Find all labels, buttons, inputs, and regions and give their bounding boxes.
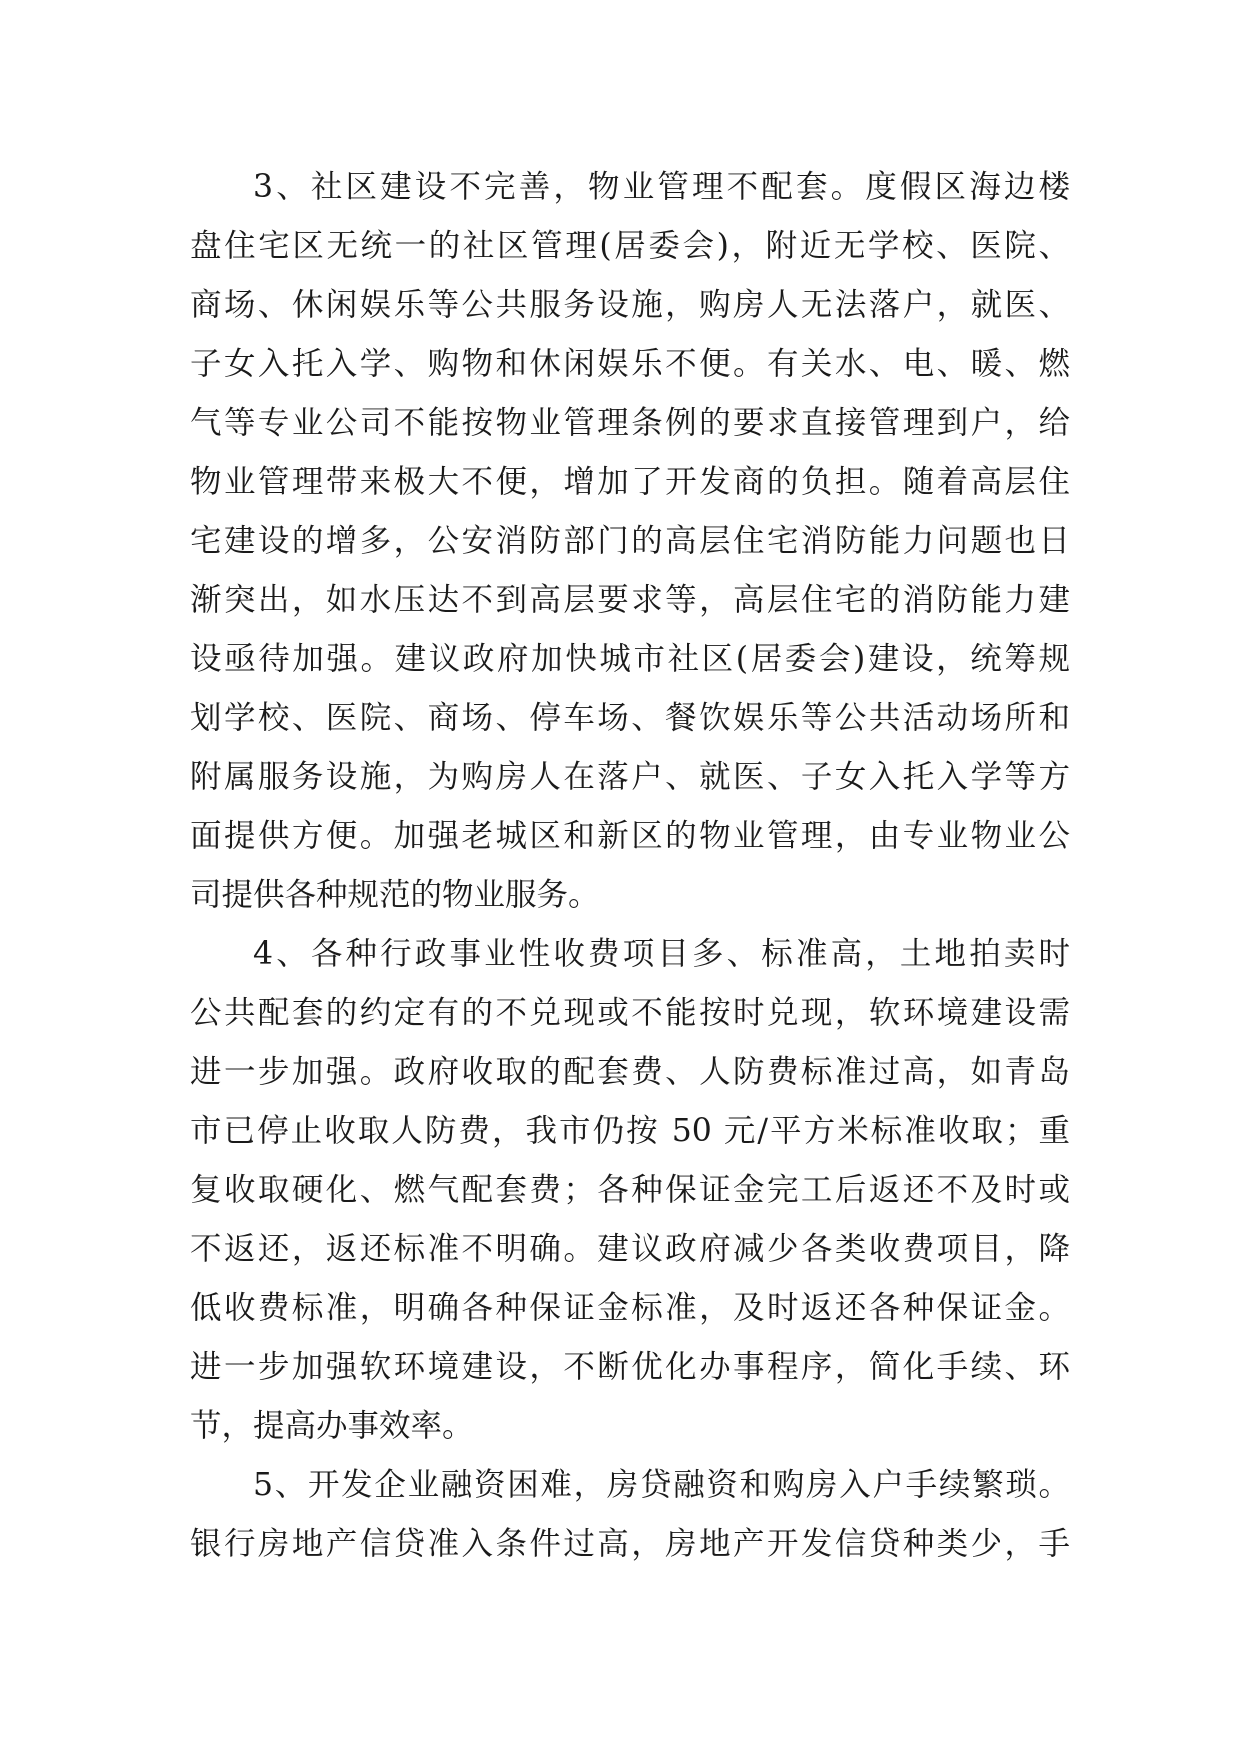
paragraph-line: 划学校、医院、商场、停车场、餐饮娱乐等公共活动场所和 — [190, 700, 1070, 736]
paragraph-line: 5、开发企业融资困难，房贷融资和购房入户手续繁琐。 — [253, 1467, 1070, 1503]
paragraph-line: 不返还，返还标准不明确。建议政府减少各类收费项目，降 — [190, 1231, 1070, 1267]
paragraph-line: 气等专业公司不能按物业管理条例的要求直接管理到户，给 — [190, 405, 1070, 441]
paragraph-line: 渐突出，如水压达不到高层要求等，高层住宅的消防能力建 — [190, 582, 1070, 618]
paragraph-line: 商场、休闲娱乐等公共服务设施，购房人无法落户，就医、 — [190, 287, 1070, 323]
paragraph-5 — [190, 1456, 1070, 1574]
paragraph-line: 节，提高办事效率。 — [190, 1408, 474, 1444]
paragraph-line: 进一步加强。政府收取的配套费、人防费标准过高，如青岛 — [190, 1054, 1070, 1090]
paragraph-line: 银行房地产信贷准入条件过高，房地产开发信贷种类少，手 — [190, 1526, 1070, 1562]
paragraph-line: 设亟待加强。建议政府加快城市社区(居委会)建设，统筹规 — [190, 641, 1070, 677]
paragraph-line: 市已停止收取人防费，我市仍按 50 元/平方米标准收取；重 — [190, 1113, 1070, 1149]
paragraph-3 — [190, 158, 1070, 925]
paragraph-line: 盘住宅区无统一的社区管理(居委会)，附近无学校、医院、 — [190, 228, 1070, 264]
paragraph-line: 3、社区建设不完善，物业管理不配套。度假区海边楼 — [253, 169, 1070, 205]
paragraph-line: 附属服务设施，为购房人在落户、就医、子女入托入学等方 — [190, 759, 1070, 795]
paragraph-line: 司提供各种规范的物业服务。 — [190, 877, 600, 913]
paragraph-line: 低收费标准，明确各种保证金标准，及时返还各种保证金。 — [190, 1290, 1070, 1326]
paragraph-line: 面提供方便。加强老城区和新区的物业管理，由专业物业公 — [190, 818, 1070, 854]
paragraph-4 — [190, 925, 1070, 1456]
paragraph-line: 复收取硬化、燃气配套费；各种保证金完工后返还不及时或 — [190, 1172, 1070, 1208]
paragraph-line: 物业管理带来极大不便，增加了开发商的负担。随着高层住 — [190, 464, 1070, 500]
paragraph-line: 公共配套的约定有的不兑现或不能按时兑现，软环境建设需 — [190, 995, 1070, 1031]
paragraph-line: 进一步加强软环境建设，不断优化办事程序，简化手续、环 — [190, 1349, 1070, 1385]
paragraph-line: 子女入托入学、购物和休闲娱乐不便。有关水、电、暖、燃 — [190, 346, 1070, 382]
paragraph-line: 宅建设的增多，公安消防部门的高层住宅消防能力问题也日 — [190, 523, 1070, 559]
paragraph-line: 4、各种行政事业性收费项目多、标准高，土地拍卖时 — [253, 936, 1070, 972]
body-text — [190, 158, 1070, 1574]
